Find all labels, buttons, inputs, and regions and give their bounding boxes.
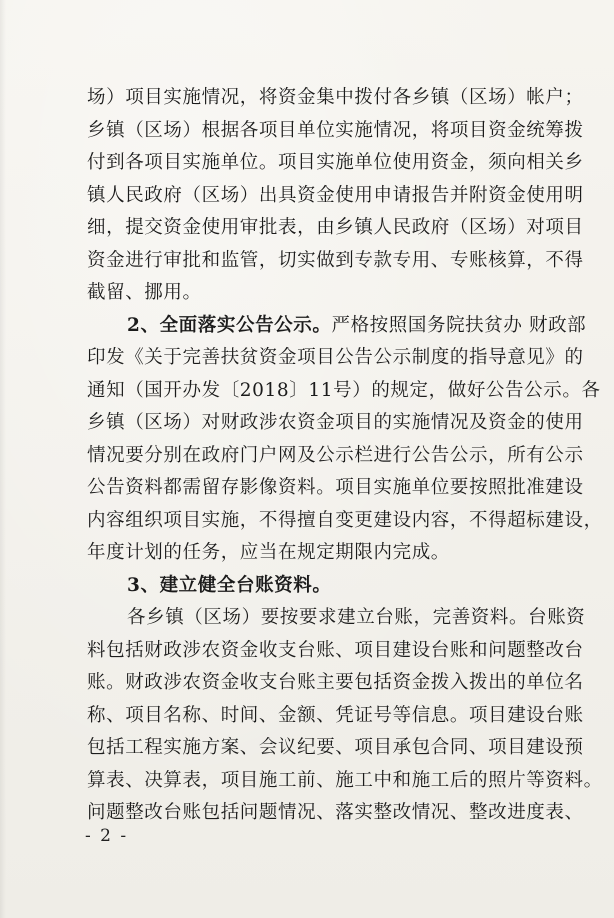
paragraph-line: 乡镇（区场）根据各项目单位实施情况，将项目资金统筹拨 [87,119,584,141]
paragraph-line: 账。财政涉农资金收支台账主要包括资金拨入拨出的单位名 [87,672,584,693]
section-2-first-line-text: 严格按照国务院扶贫办 财政部 [331,314,587,336]
paragraph-line: 截留、挪用。 [87,282,202,303]
paragraph-line: 资金进行审批和监管，切实做到专款专用、专账核算，不得 [87,249,584,271]
paragraph-line: 称、项目名称、时间、金额、凭证号等信息。项目建设台账 [87,704,584,726]
paragraph-line: 通知（国开办发〔2018〕11号）的规定，做好公告公示。各 [87,379,601,401]
paragraph-line: 内容组织项目实施，不得擅自变更建设内容，不得超标建设， [87,509,603,531]
paragraph-line: 付到各项目实施单位。项目实施单位使用资金，须向相关乡 [87,152,584,173]
paragraph-line: 情况要分别在政府门户网及公示栏进行公告公示，所有公示 [87,444,584,466]
paragraph-line: 包括工程实施方案、会议纪要、项目承包合同、项目建设预 [87,737,584,758]
paragraph-line: 印发《关于完善扶贫资金项目公告公示制度的指导意见》的 [87,347,584,368]
paragraph-line: 年度计划的任务，应当在规定期限内完成。 [87,542,450,563]
paragraph-line: 场）项目实施情况，将资金集中拨付各乡镇（区场）帐户； [87,87,584,108]
paragraph-line: 算表、决算表，项目施工前、施工中和施工后的照片等资料。 [87,769,603,791]
document-body [87,82,603,830]
paragraph-line: 公告资料都需留存影像资料。项目实施单位要按照批准建设 [87,477,584,498]
section-3-heading: 3、建立健全台账资料。 [127,574,332,596]
section-2-first-line [87,310,587,343]
paragraph-line: 镇人民政府（区场）出具资金使用申请报告并附资金使用明 [87,184,584,206]
paragraph-line: 细，提交资金使用审批表，由乡镇人民政府（区场）对项目 [87,217,584,238]
page-number: - 2 - [85,826,129,846]
scan-edge-shadow [0,0,6,918]
paragraph-line: 料包括财政涉农资金收支台账、项目建设台账和问题整改台 [87,639,584,661]
section-2-heading: 2、全面落实公告公示。 [127,314,332,336]
paragraph-line: 乡镇（区场）对财政涉农资金项目的实施情况及资金的使用 [87,412,584,433]
section-3-first-line: 各乡镇（区场）要按要求建立台账，完善资料。台账资 [127,607,586,628]
paragraph-line: 问题整改台账包括问题情况、落实整改情况、整改进度表、 [87,802,584,823]
